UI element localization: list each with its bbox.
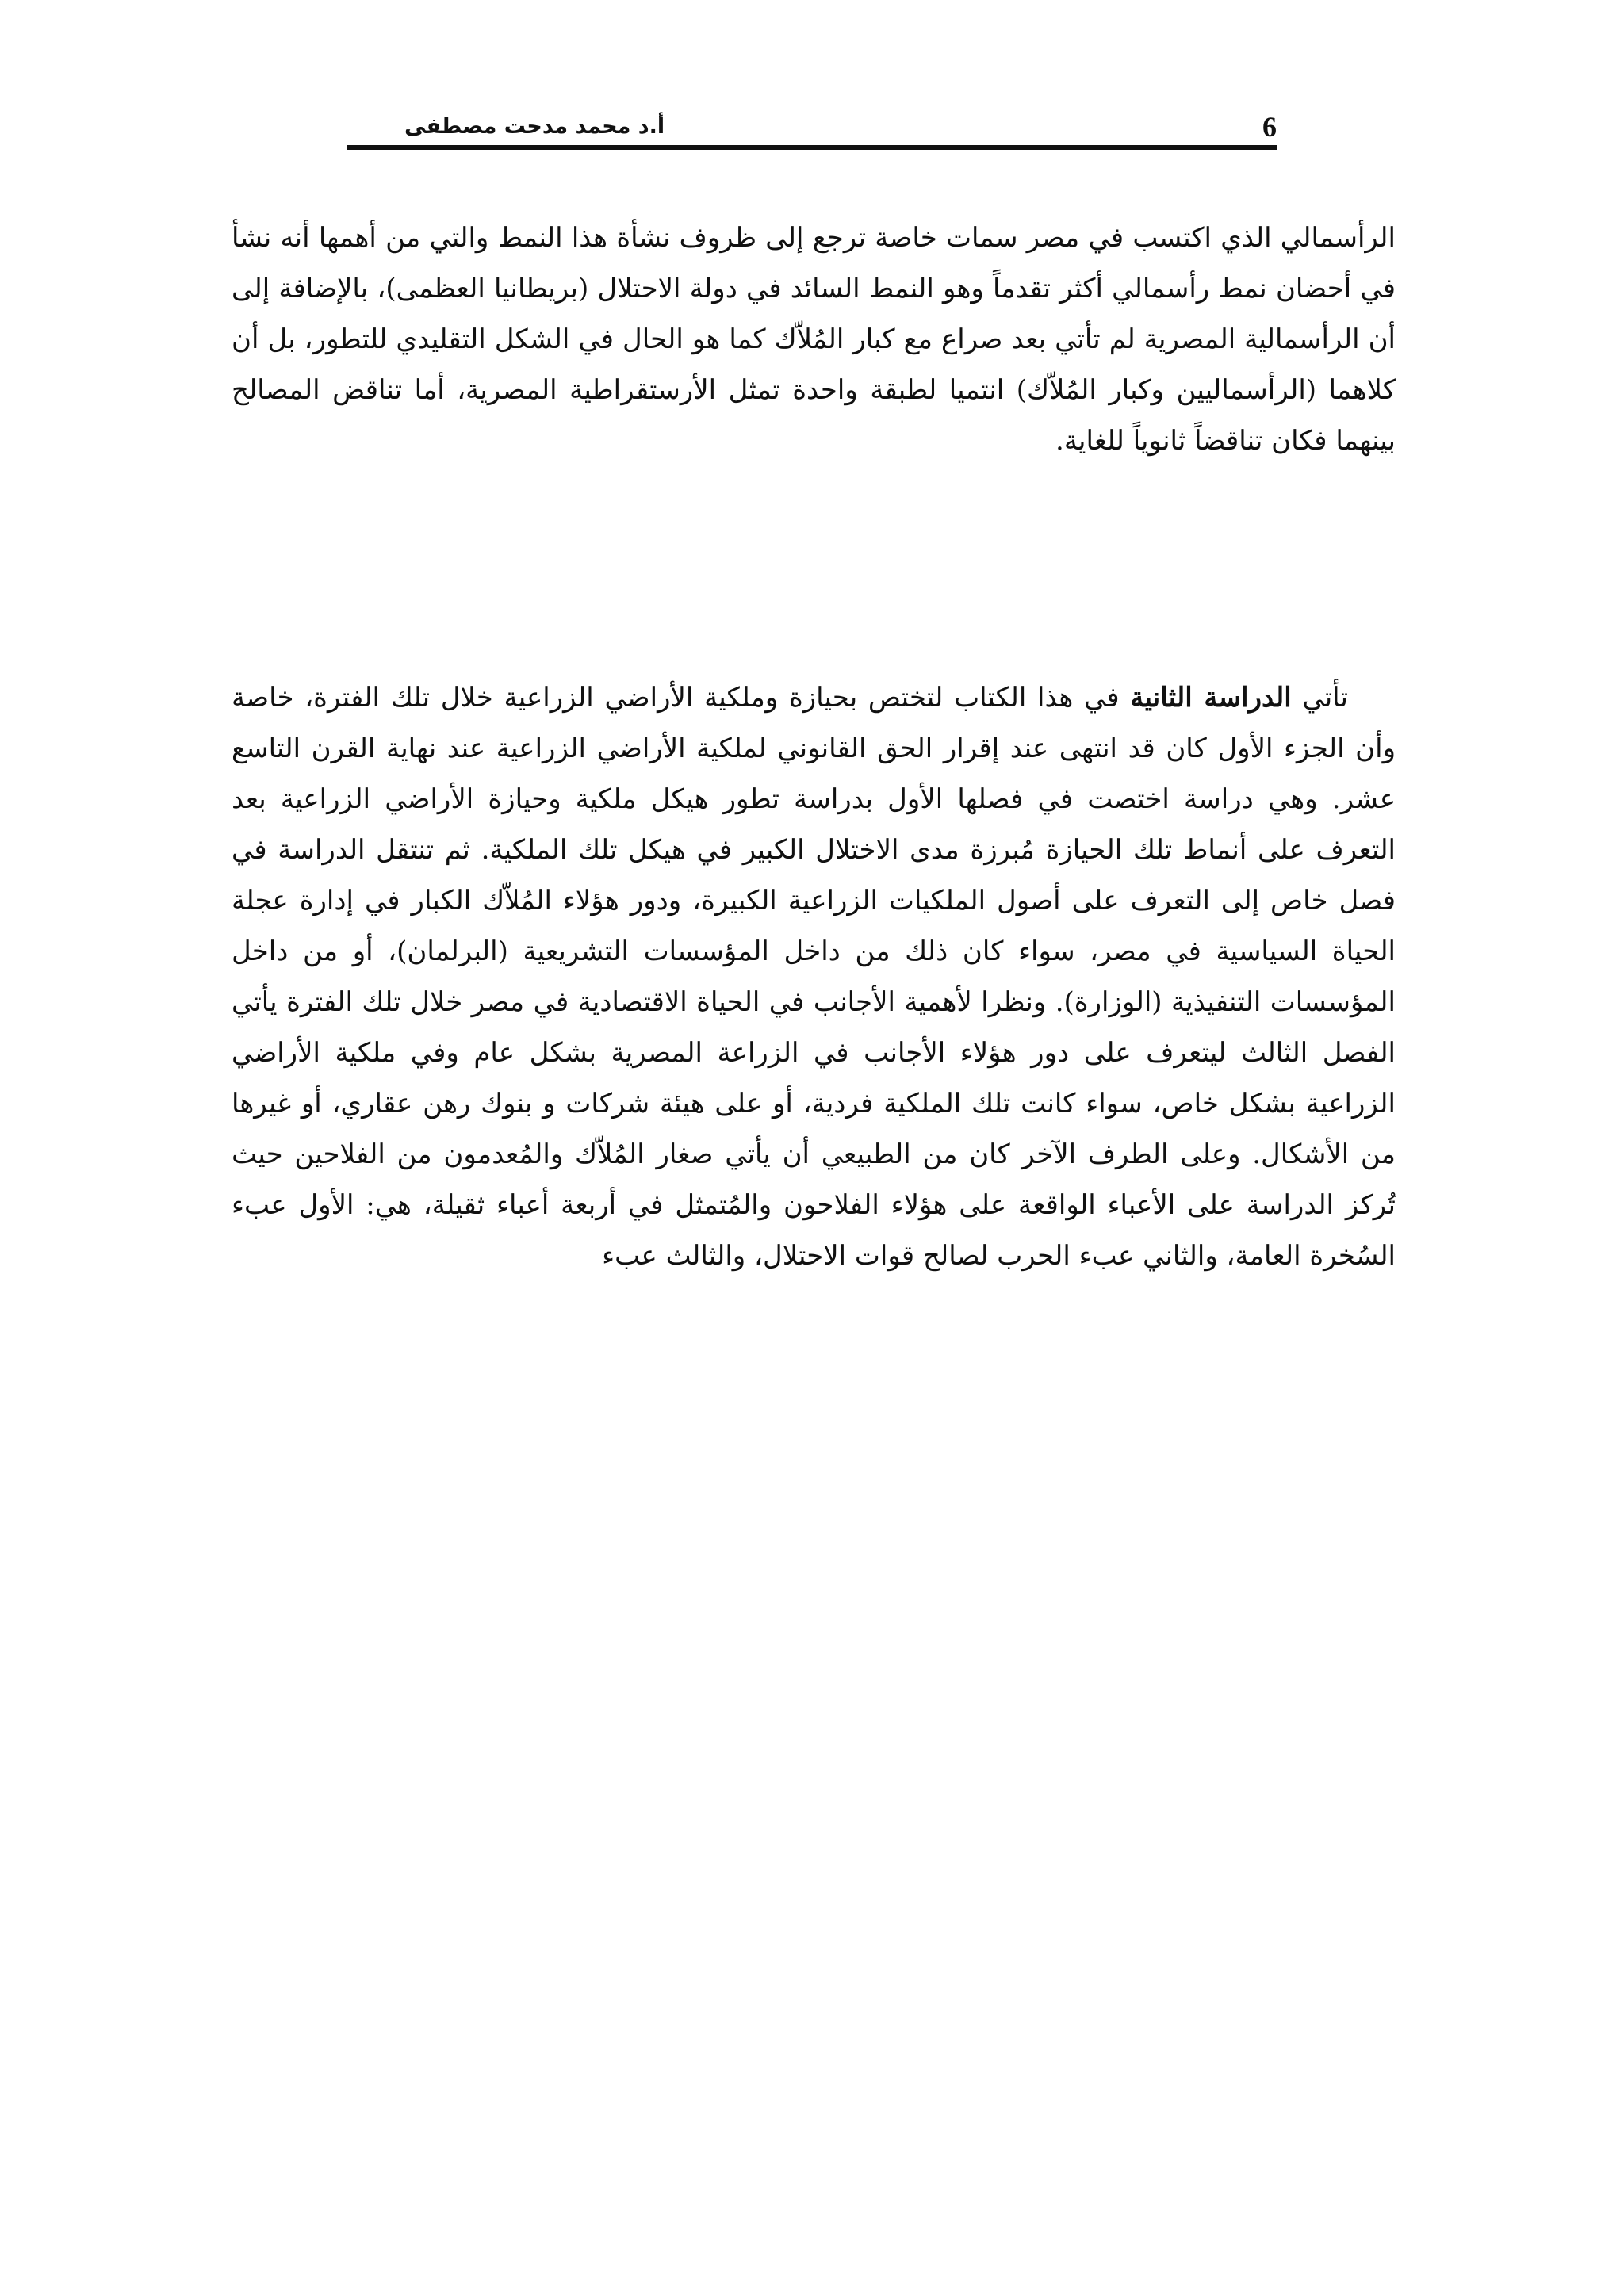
author-name: أ.د محمد مدحت مصطفى xyxy=(404,114,665,139)
page-number: 6 xyxy=(1262,111,1277,143)
paragraph-1-text: الرأسمالي الذي اكتسب في مصر سمات خاصة ترجع إلى ظروف نشأة هذا النمط والتي من أهمها أنه نشأ في أحضان نمط رأسمالي أكثر تقدماً وهو النمط السائد في دولة الاحتلال (بريطانيا العظمى)، بالإضافة إلى أن الرأسمالية المصرية لم تأتي بعد صراع مع كبار المُلاّك كما هو الحال في الشكل التقليدي للتطور، بل أن كلاهما (الرأسماليين وكبار المُلاّك) انتميا لطبقة واحدة تمثل الأرستقراطية المصرية، أما تناقض المصالح بينهما فكان تناقضاً ثانوياً للغاية. xyxy=(232,222,1396,457)
paragraph-2-lead: تأتي xyxy=(1302,682,1348,714)
paragraph-2 xyxy=(232,672,1396,1281)
header-rule xyxy=(347,145,1277,150)
paragraph-2-bold-term: الدراسة الثانية xyxy=(1130,682,1292,714)
paragraph-2-text: في هذا الكتاب لتختص بحيازة وملكية الأراضي الزراعية خلال تلك الفترة، خاصة وأن الجزء الأول كان قد انتهى عند إقرار الحق القانوني لملكية الأراضي الزراعية عند نهاية القرن التاسع عشر. وهي دراسة اختصت في فصلها الأول بدراسة تطور هيكل ملكية وحيازة الأراضي الزراعية بعد التعرف على أنماط تلك الحيازة مُبرزة مدى الاختلال الكبير في هيكل تلك الملكية. ثم تنتقل الدراسة في فصل خاص إلى التعرف على أصول الملكيات الزراعية الكبيرة، ودور هؤلاء المُلاّك الكبار في إدارة عجلة الحياة السياسية في مصر، سواء كان ذلك من داخل المؤسسات التشريعية (البرلمان)، أو من داخل المؤسسات التنفيذية (الوزارة). ونظرا لأهمية الأجانب في الحياة الاقتصادية في مصر خلال تلك الفترة يأتي الفصل الثالث ليتعرف على دور هؤلاء الأجانب في الزراعة المصرية بشكل عام وفي ملكية الأراضي الزراعية بشكل خاص، سواء كانت تلك الملكية فردية، أو على هيئة شركات و بنوك رهن عقاري، أو غيرها من الأشكال. وعلى الطرف الآخر كان من الطبيعي أن يأتي صغار المُلاّك والمُعدمون من الفلاحين حيث تُركز الدراسة على الأعباء الواقعة على هؤلاء الفلاحون والمُتمثل في أربعة أعباء ثقيلة، هي: الأول عبء السُخرة العامة، والثاني عبء الحرب لصالح قوات الاحتلال، والثالث عبء xyxy=(232,682,1396,1272)
paragraph-1 xyxy=(232,212,1396,466)
